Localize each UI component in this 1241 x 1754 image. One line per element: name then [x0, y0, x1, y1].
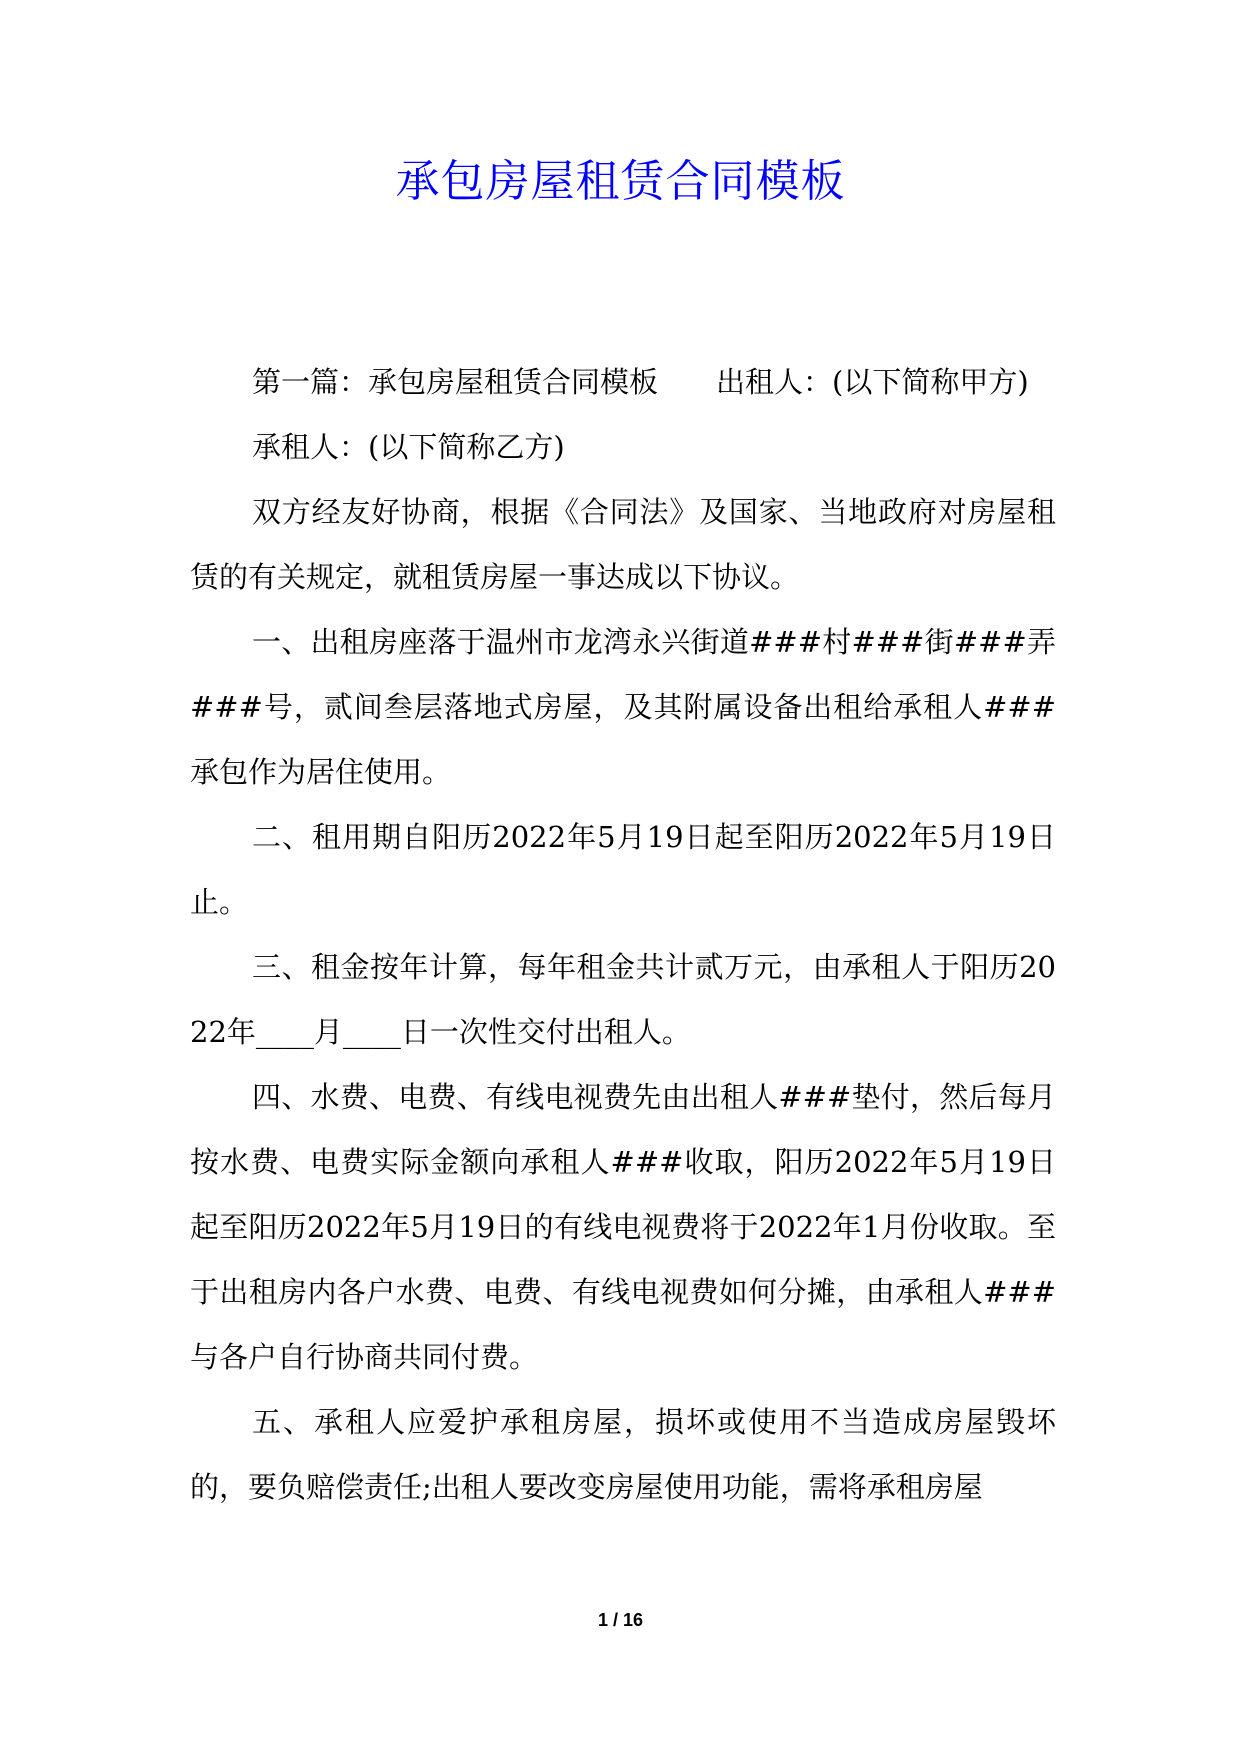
document-title: 承包房屋租赁合同模板 — [395, 156, 846, 207]
paragraph-clause-4: 四、水费、电费、有线电视费先由出租人###垫付，然后每月按水费、电费实际金额向承租人###收取，阳历2022年5月19日起至阳历2022年5月19日的有线电视费将于2022年1月份收取。至于出租房内各户水费、电费、有线电视费如何分摊，由承租人###与各户自行协商共同付费。 — [190, 1080, 1056, 1374]
document-body — [190, 350, 1056, 1520]
paragraph-agreement: 双方经友好协商，根据《合同法》及国家、当地政府对房屋租赁的有关规定，就租赁房屋一事达成以下协议。 — [190, 495, 1056, 594]
paragraph-clause-5: 五、承租人应爱护承租房屋，损坏或使用不当造成房屋毁坏的，要负赔偿责任;出租人要改变房屋使用功能，需将承租房屋 — [190, 1405, 1056, 1504]
paragraph-clause-2: 二、租用期自阳历2022年5月19日起至阳历2022年5月19日止。 — [190, 820, 1056, 919]
paragraph-intro: 第一篇：承包房屋租赁合同模板 出租人：(以下简称甲方) — [252, 365, 1029, 399]
paragraph-lessee: 承租人：(以下简称乙方) — [252, 430, 565, 464]
page-number: 1 / 16 — [597, 1610, 644, 1630]
paragraph-clause-1: 一、出租房座落于温州市龙湾永兴街道###村###街###弄###号，贰间叁层落地式房屋，及其附属设备出租给承租人###承包作为居住使用。 — [190, 625, 1056, 789]
paragraph-clause-3: 三、租金按年计算，每年租金共计贰万元，由承租人于阳历2022年____月____日一次性交付出租人。 — [190, 950, 1056, 1049]
